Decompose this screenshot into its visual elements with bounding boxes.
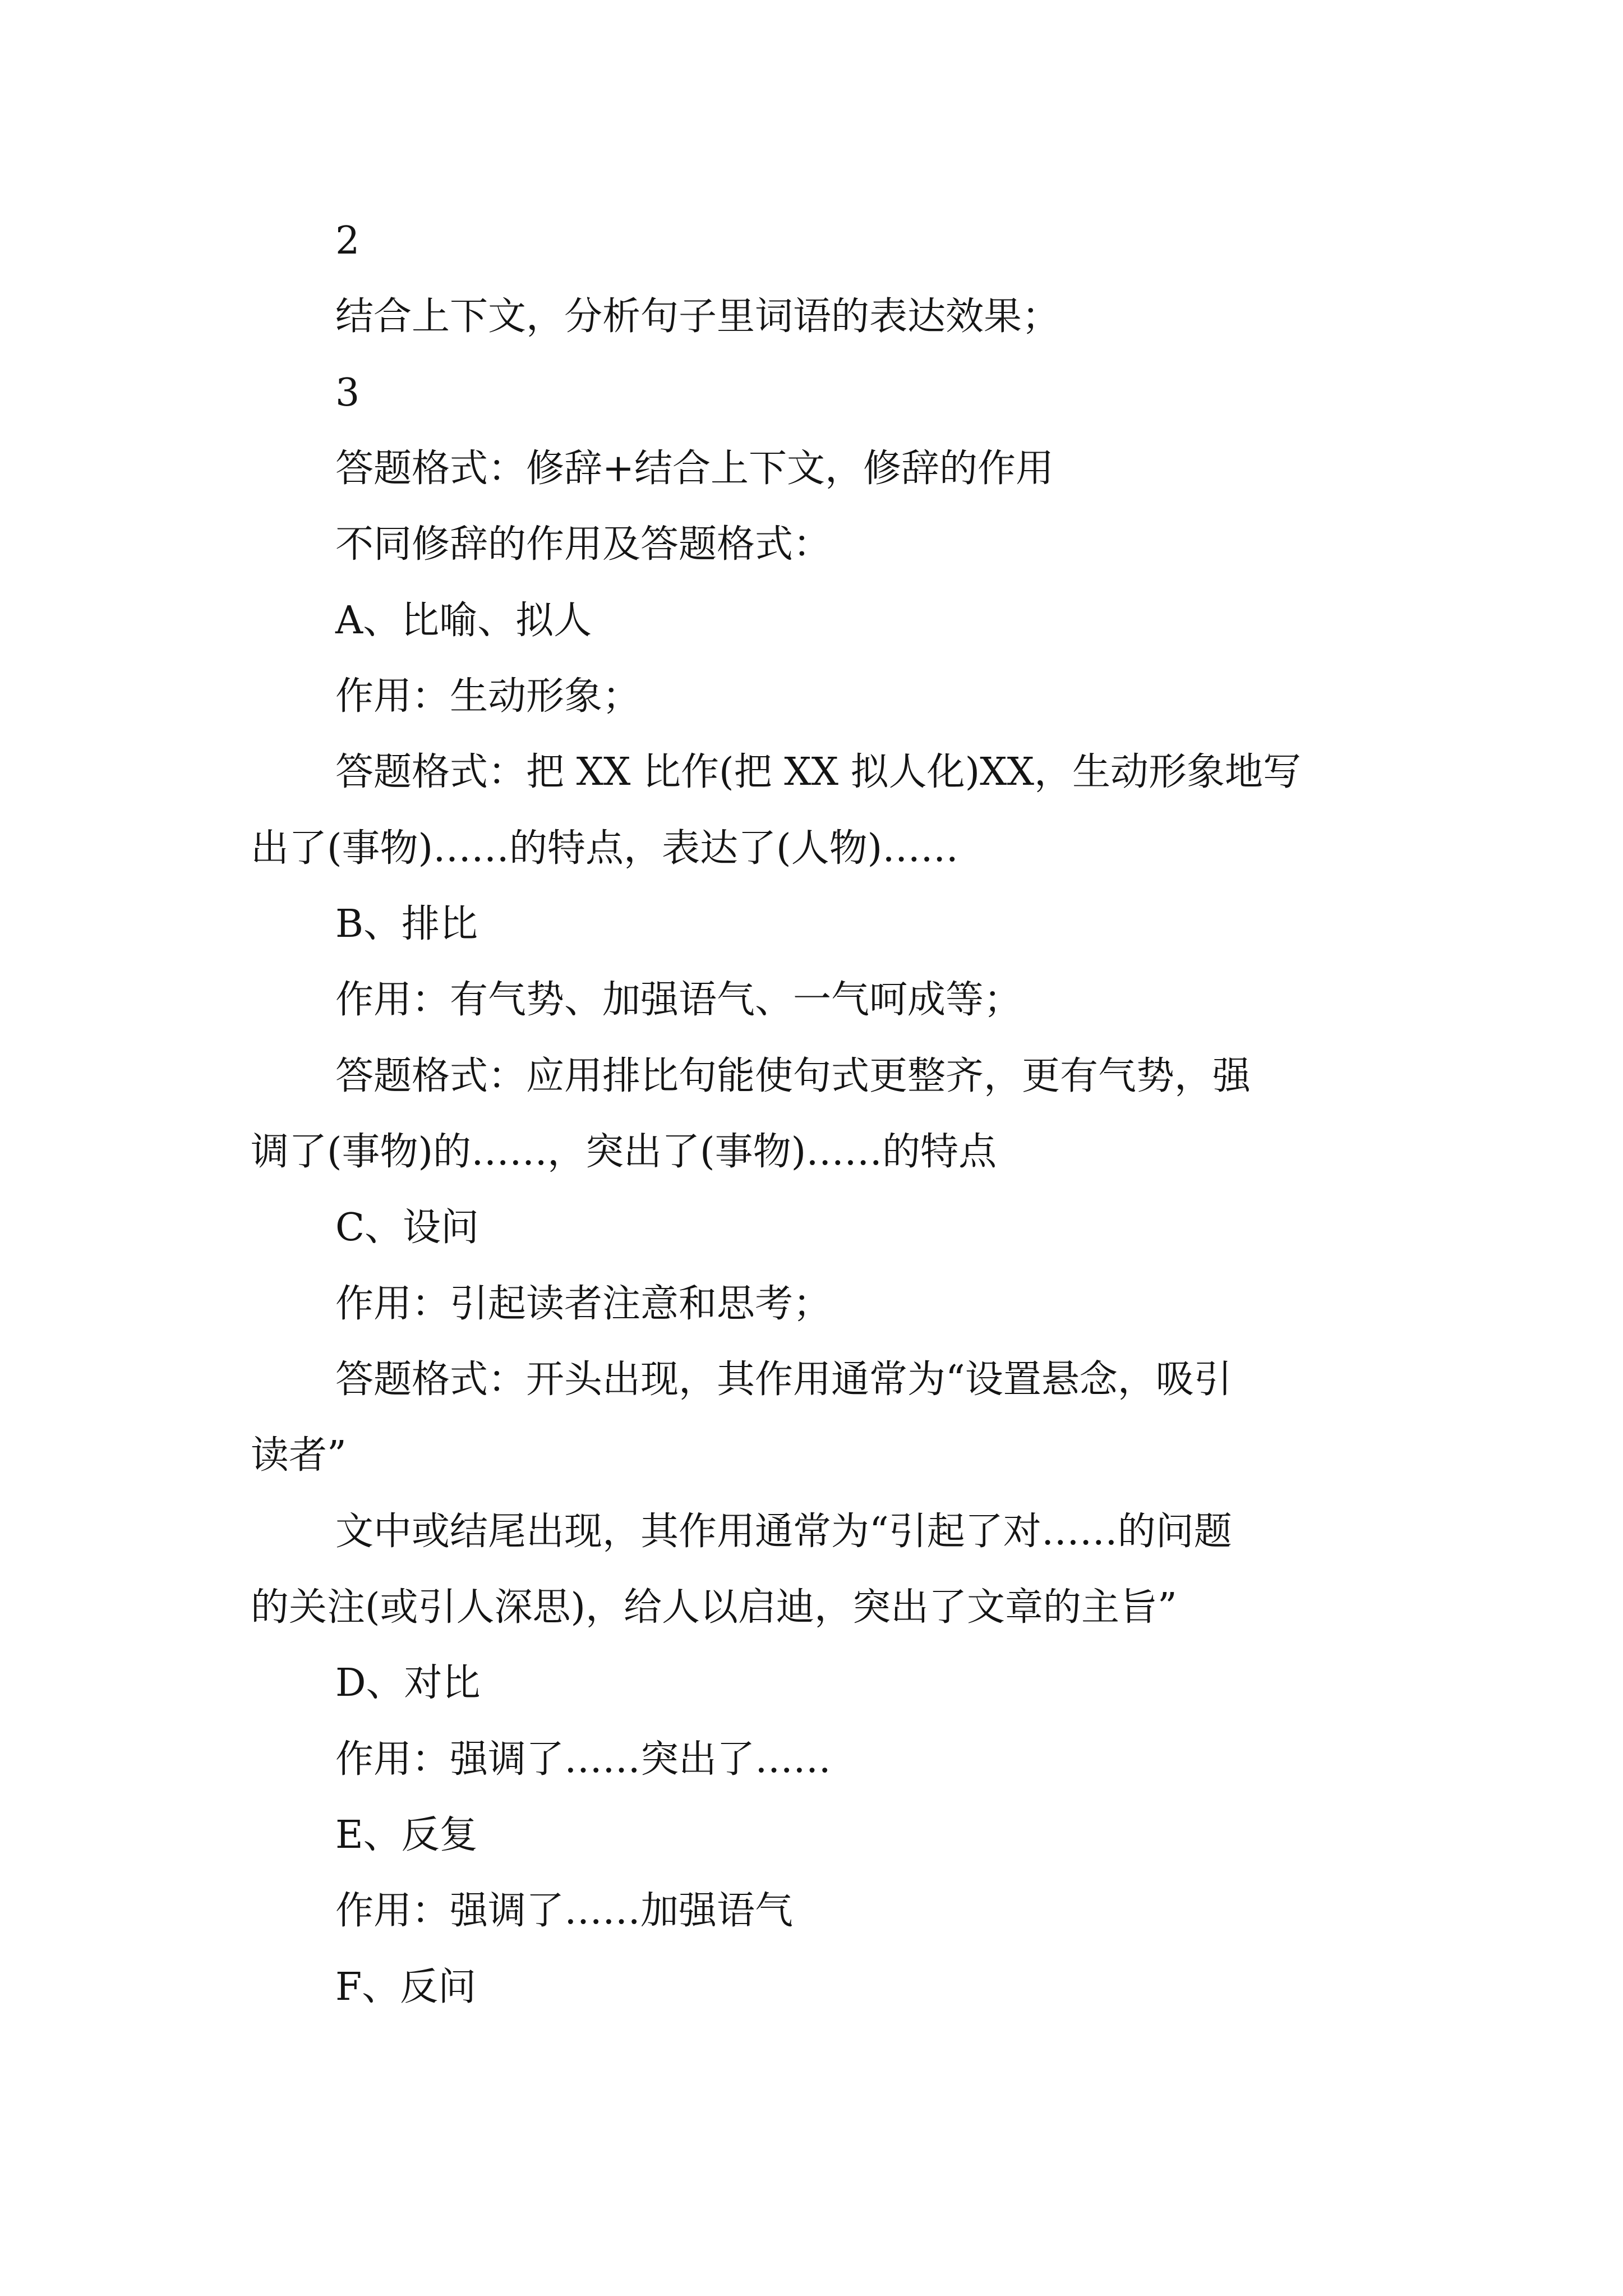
- subheading-d: D、对比: [335, 1661, 481, 1705]
- paragraph-line: 答题格式：应用排比句能使句式更整齐，更有气势，强: [335, 1054, 1251, 1098]
- paragraph-line: 结合上下文，分析句子里词语的表达效果；: [335, 295, 1061, 339]
- paragraph-line: 作用：生动形象；: [335, 674, 641, 719]
- subheading-b: B、排比: [335, 902, 478, 946]
- paragraph-line: 作用：有气势、加强语气、一气呵成等；: [335, 978, 1022, 1022]
- section-number-2: 2: [335, 219, 360, 263]
- paragraph-continuation: 的关注(或引人深思)，给人以启迪，突出了文章的主旨”: [251, 1585, 1177, 1630]
- paragraph-line: 文中或结尾出现，其作用通常为“引起了对……的问题: [335, 1510, 1232, 1554]
- paragraph-continuation: 调了(事物)的……，突出了(事物)……的特点: [251, 1130, 997, 1174]
- subheading-f: F、反问: [335, 1965, 477, 2009]
- paragraph-line: 作用：强调了……加强语气: [335, 1889, 794, 1933]
- paragraph-line: 作用：引起读者注意和思考；: [335, 1282, 832, 1326]
- paragraph-line: 不同修辞的作用及答题格式：: [335, 522, 832, 567]
- section-number-3: 3: [335, 371, 360, 415]
- paragraph-line: 作用：强调了……突出了……: [335, 1737, 832, 1782]
- subheading-e: E、反复: [335, 1813, 478, 1857]
- paragraph-line: 答题格式：把 XX 比作(把 XX 拟人化)XX，生动形象地写: [335, 750, 1301, 794]
- paragraph-line: 答题格式：开头出现，其作用通常为“设置悬念，吸引: [335, 1358, 1232, 1402]
- paragraph-line: 答题格式：修辞+结合上下文，修辞的作用: [335, 447, 1054, 491]
- paragraph-continuation: 读者”: [251, 1433, 347, 1478]
- subheading-a: A、比喻、拟人: [335, 599, 592, 643]
- subheading-c: C、设问: [335, 1205, 479, 1250]
- paragraph-continuation: 出了(事物)……的特点，表达了(人物)……: [251, 826, 959, 871]
